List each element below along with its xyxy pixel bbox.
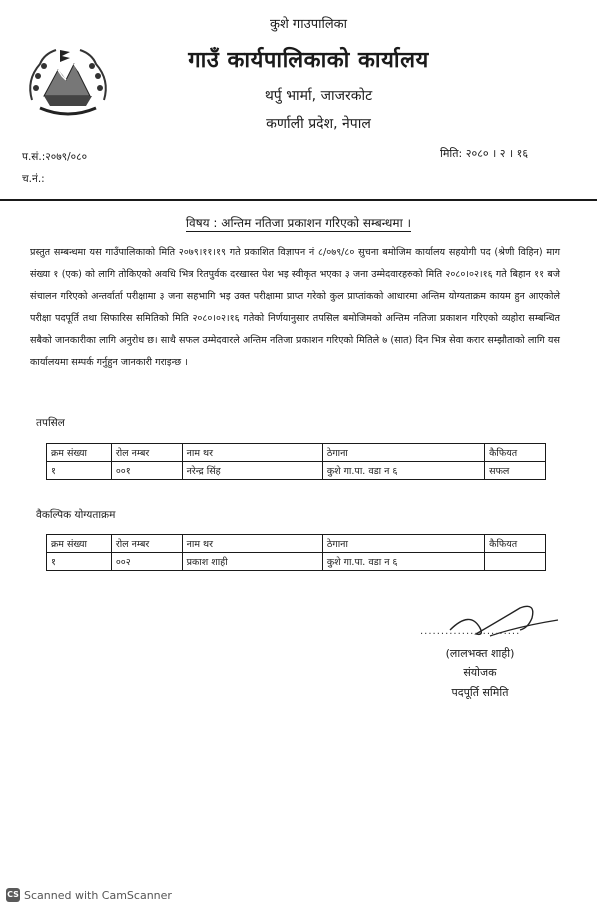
table-header-row: [47, 444, 546, 462]
header-serial: क्रम संख्या: [47, 535, 112, 553]
table-row: [47, 553, 546, 571]
cell-roll: ००२: [111, 553, 182, 571]
signatory-name: (लालभक्त शाही): [445, 647, 515, 660]
camscanner-icon: CS: [6, 888, 20, 902]
header-divider: [0, 199, 597, 201]
cell-remarks: [485, 553, 546, 571]
alternate-list-label: वैकल्पिक योग्यताक्रम: [36, 509, 116, 521]
watermark-text: Scanned with CamScanner: [24, 888, 172, 902]
cell-address: कुशे गा.पा. वडा न ६: [322, 553, 484, 571]
cell-remarks: सफल: [485, 462, 546, 480]
handwritten-signature: [410, 600, 560, 650]
header-address: ठेगाना: [322, 535, 484, 553]
office-title: गाउँ कार्यपालिकाको कार्यालय: [188, 48, 429, 73]
letter-date: मिति: २०८० । २ । १६: [440, 147, 529, 160]
header-serial: क्रम संख्या: [47, 444, 112, 462]
cell-name: प्रकाश शाही: [182, 553, 322, 571]
header-remarks: कैफियत: [485, 535, 546, 553]
municipality-name: कुशे गाउपालिका: [269, 17, 348, 32]
address-line-2: कर्णाली प्रदेश, नेपाल: [266, 116, 371, 132]
header-remarks: कैफियत: [485, 444, 546, 462]
header-roll: रोल नम्बर: [111, 444, 182, 462]
subject-text: विषय : अन्तिम नतिजा प्रकाशन गरिएको सम्बन्धमा ।: [185, 216, 412, 230]
final-result-label: तपसिल: [36, 417, 65, 429]
reference-number: प.सं.:२०७९/०८०: [22, 151, 88, 163]
header-roll: रोल नम्बर: [111, 535, 182, 553]
dispatch-number: च.नं.:: [22, 173, 45, 185]
header-address: ठेगाना: [322, 444, 484, 462]
header-name: नाम थर: [182, 535, 322, 553]
subject-line: [0, 214, 597, 231]
cell-address: कुशे गा.पा. वडा न ६: [322, 462, 484, 480]
alternate-list-table: [46, 534, 546, 571]
scanner-watermark: [6, 888, 172, 902]
address-line-1: थर्पु भार्मा, जाजरकोट: [264, 88, 373, 104]
final-result-table: [46, 443, 546, 480]
signature-line: ........................: [420, 626, 521, 637]
cell-serial: १: [47, 462, 112, 480]
cell-serial: १: [47, 553, 112, 571]
cell-name: नरेन्द्र सिंह: [182, 462, 322, 480]
cell-roll: ००१: [111, 462, 182, 480]
table-row: [47, 462, 546, 480]
header-name: नाम थर: [182, 444, 322, 462]
signatory-role: संयोजक: [463, 666, 497, 679]
body-paragraph: प्रस्तुत सम्बन्धमा यस गाउँपालिकाको मिति २०७९।११।१९ गते प्रकाशित विज्ञापन नं ८/०७९/८० सुचना बमोजिम कार्यालय सहयोगी पद (श्रेणी विहिन) माग संख्या १ (एक) को लागि तोकिएको अवधि भित्र रितपुर्वक दरखास्त पेश भइ स्वीकृत भएका ३ जना उम्मेदवारहरुको मिति २०८०।०२।१६ गते बिहान ११ बजे संचालन गरिएको अन्तर्वार्ता परीक्षामा ३ जना सहभागि भइ उक्त परीक्षामा प्राप्त गरेको कुल प्राप्तांकको आधारमा अन्तिम योग्यताक्रम कायम हुन आएकोले परीक्षा पदपूर्ति तथा सिफारिस समितिको मिति २०८०।०२।१६ गतेको निर्णयानुसार तपसिल बमोजिमको अन्तिम नतिजा प्रकाशन गरिएको व्यहोरा सम्बन्धित सबैको जानकारीका लागि अनुरोध छ। साथै सफल उम्मेदवारले अन्तिम नतिजा प्रकाशन गरिएको मितिले ७ (सात) दिन भित्र सेवा करार सम्झौताको लागि यस कार्यालयमा सम्पर्क गर्नुहुन जानकारी गराइन्छ ।: [30, 247, 560, 368]
table-header-row: [47, 535, 546, 553]
committee-name: पदपूर्ति समिति: [451, 686, 509, 699]
